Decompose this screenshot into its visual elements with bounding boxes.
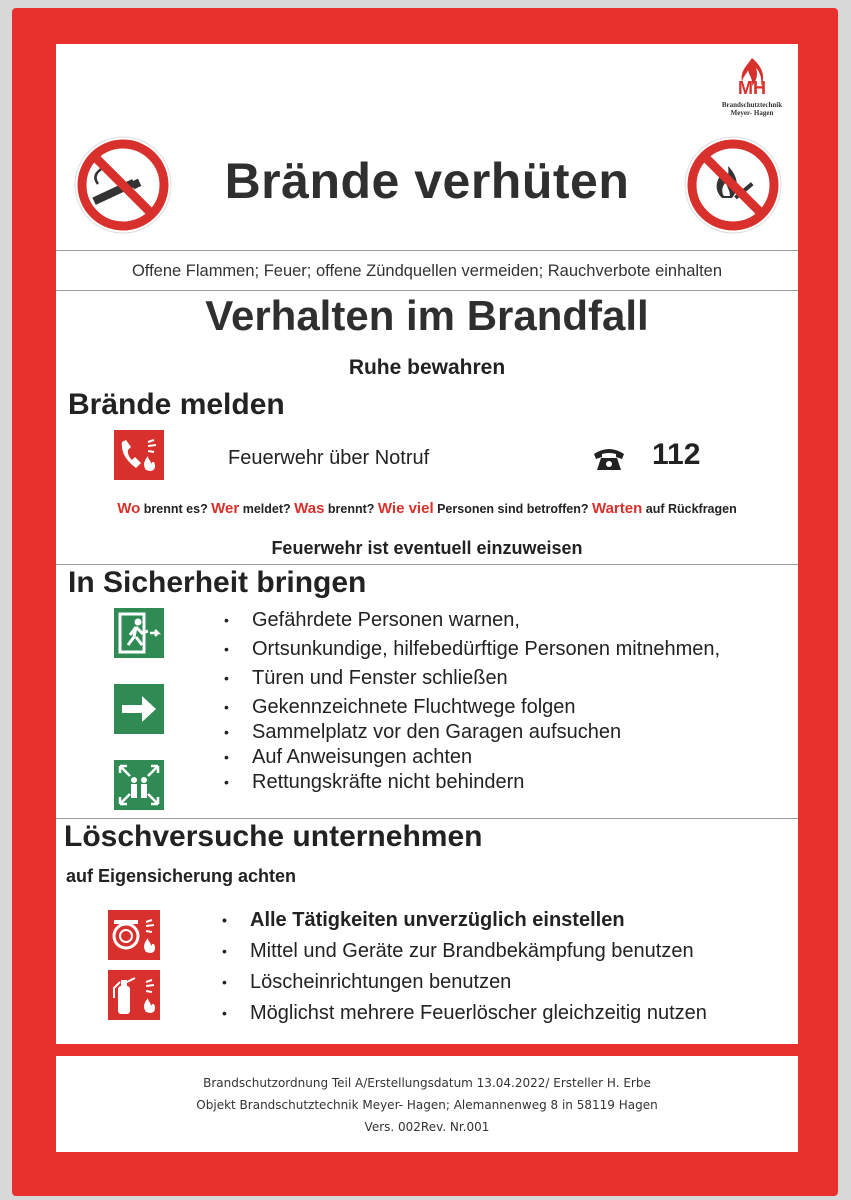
w-rest: Personen sind betroffen? — [433, 502, 592, 516]
list-item: • Auf Anweisungen achten — [224, 745, 720, 769]
call-fire-brigade-text: Feuerwehr über Notruf — [228, 447, 430, 469]
logo-initials: MH — [738, 78, 766, 96]
list-item: • Gefährdete Personen warnen, — [224, 608, 720, 632]
page-title: Brände verhüten — [224, 153, 630, 209]
fire-extinguisher-icon — [108, 970, 160, 1020]
list-item: • Möglichst mehrere Feuerlöscher gleichzeitig nutzen — [222, 999, 707, 1027]
assembly-point-icon — [114, 760, 164, 810]
list-item: • Löscheinrichtungen benutzen — [222, 968, 707, 996]
emergency-exit-icon — [114, 608, 164, 658]
logo-line2: Meyer- Hagen — [730, 109, 774, 117]
stay-calm-text: Ruhe bewahren — [348, 356, 506, 379]
footer-line2: Objekt Brandschutztechnik Meyer- Hagen; Alemannenweg 8 in 58119 Hagen — [196, 1098, 658, 1112]
w-key: Warten — [591, 500, 643, 517]
company-logo — [712, 56, 792, 126]
w-key: Wie viel — [377, 500, 434, 517]
extinguish-list — [222, 906, 707, 1027]
w-rest: brennt es? — [140, 502, 212, 516]
w-key: Was — [294, 500, 325, 517]
divider — [56, 564, 798, 565]
w-rest: meldet? — [239, 502, 295, 516]
divider — [56, 290, 798, 291]
list-item: • Türen und Fenster schließen — [224, 666, 720, 690]
safety-heading: In Sicherheit bringen — [68, 566, 367, 599]
flame-logo-icon — [712, 56, 792, 96]
prevention-note: Offene Flammen; Feuer; offene Zündquellen vermeiden; Rauchverbote einhalten — [131, 262, 723, 280]
list-item: • Sammelplatz vor den Garagen aufsuchen — [224, 720, 720, 744]
emergency-number: 112 — [652, 438, 701, 471]
w-rest: brennt? — [324, 502, 378, 516]
w-key: Wo — [117, 500, 141, 517]
list-item: • Gekennzeichnete Fluchtwege folgen — [224, 695, 720, 719]
w-rest: auf Rückfragen — [642, 502, 737, 516]
w-key: Wer — [211, 500, 240, 517]
fire-phone-icon — [114, 430, 164, 480]
logo-line1: Brandschutztechnik — [721, 101, 783, 109]
list-item: • Mittel und Geräte zur Brandbekämpfung benutzen — [222, 937, 707, 965]
self-protection-note: auf Eigensicherung achten — [66, 866, 297, 886]
conduct-heading: Verhalten im Brandfall — [205, 292, 649, 339]
divider — [56, 250, 798, 251]
list-item: • Rettungskräfte nicht behindern — [224, 770, 720, 794]
safety-list — [224, 608, 720, 794]
footer-line3: Vers. 002Rev. Nr.001 — [364, 1120, 490, 1134]
instruct-text: Feuerwehr ist eventuell einzuweisen — [271, 538, 583, 558]
extinguish-heading: Löschversuche unternehmen — [64, 820, 483, 853]
w-questions — [56, 500, 798, 517]
footer-box — [56, 1056, 798, 1152]
report-heading: Brände melden — [68, 388, 285, 421]
telephone-icon — [592, 446, 626, 472]
divider — [56, 818, 798, 819]
list-item: • Alle Tätigkeiten unverzüglich einstellen — [222, 906, 707, 934]
notice-sheet — [56, 44, 798, 1044]
fire-hose-icon — [108, 910, 160, 960]
footer-line1: Brandschutzordnung Teil A/Erstellungsdatum 13.04.2022/ Ersteller H. Erbe — [203, 1076, 651, 1090]
arrow-right-icon — [114, 684, 164, 734]
list-item: • Ortsunkundige, hilfebedürftige Personen mitnehmen, — [224, 637, 720, 661]
